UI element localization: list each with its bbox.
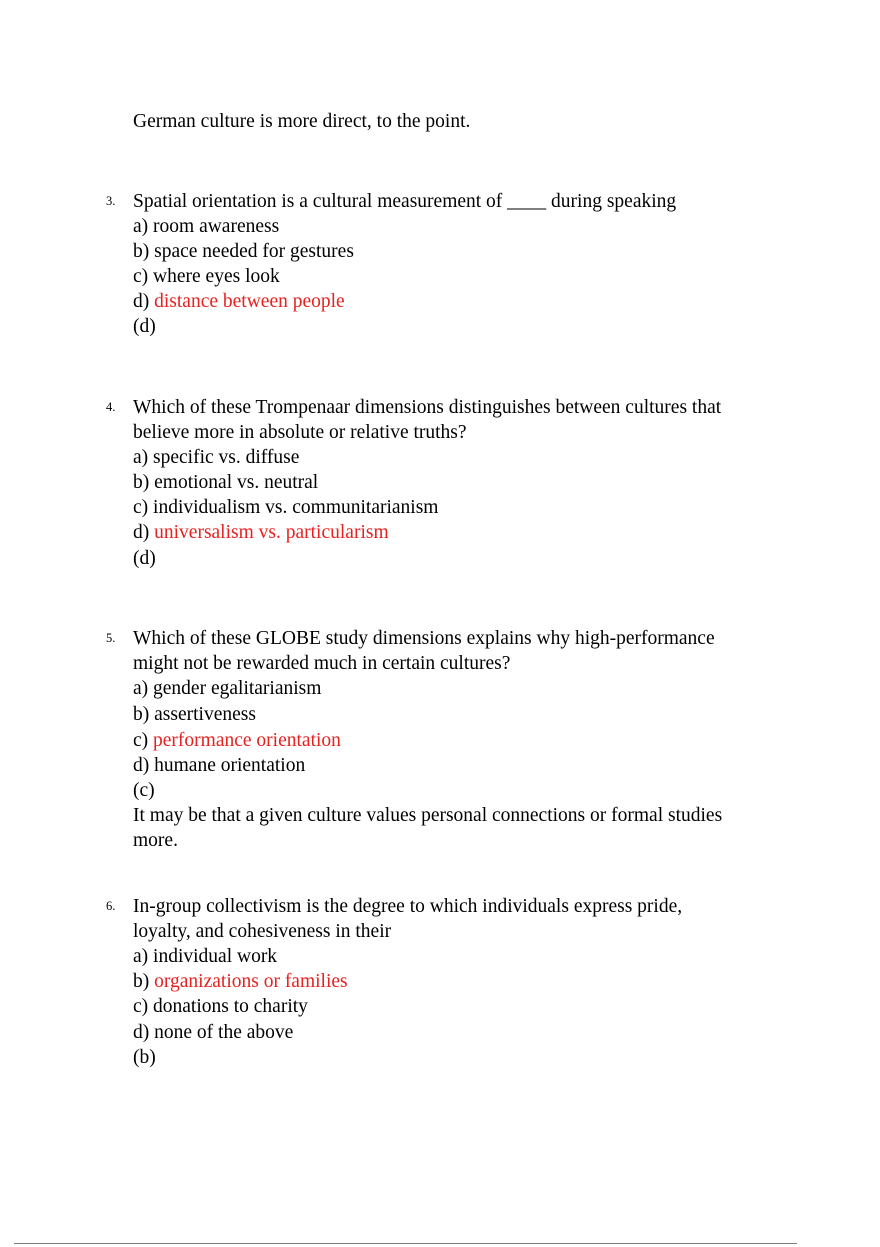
option-c: c) performance orientation: [133, 730, 341, 751]
question-stem: loyalty, and cohesiveness in their: [133, 921, 392, 942]
option-d: d) humane orientation: [133, 755, 306, 776]
option-d: d) distance between people: [133, 291, 345, 312]
option-b: b) space needed for gestures: [133, 241, 354, 262]
correct-answer-text: universalism vs. particularism: [154, 522, 389, 543]
option-b: b) assertiveness: [133, 704, 256, 725]
answer-key: (c): [133, 780, 155, 801]
intro-text: German culture is more direct, to the point.: [133, 111, 471, 132]
question-stem: Which of these GLOBE study dimensions explains why high-performance: [133, 628, 715, 649]
question-stem: Which of these Trompenaar dimensions distinguishes between cultures that: [133, 397, 722, 418]
correct-answer-text: distance between people: [154, 291, 345, 312]
option-c: c) donations to charity: [133, 996, 308, 1017]
option-a: a) gender egalitarianism: [133, 678, 322, 699]
option-b: b) emotional vs. neutral: [133, 472, 319, 493]
question-stem: Spatial orientation is a cultural measurement of ____ during speaking: [133, 191, 677, 212]
option-a: a) individual work: [133, 946, 278, 967]
answer-key: (d): [133, 548, 156, 569]
question-number: 3.: [106, 194, 116, 208]
correct-answer-text: performance orientation: [153, 730, 341, 751]
answer-key: (d): [133, 316, 156, 337]
option-a: a) specific vs. diffuse: [133, 447, 300, 468]
answer-explanation: It may be that a given culture values personal connections or formal studies: [133, 805, 723, 826]
question-number: 5.: [106, 631, 116, 645]
correct-answer-text: organizations or families: [154, 971, 348, 992]
option-a: a) room awareness: [133, 216, 280, 237]
option-c: c) individualism vs. communitarianism: [133, 497, 439, 518]
answer-explanation: more.: [133, 830, 178, 851]
question-number: 4.: [106, 400, 116, 414]
question-stem: In-group collectivism is the degree to which individuals express pride,: [133, 896, 683, 917]
option-b: b) organizations or families: [133, 971, 348, 992]
option-d: d) universalism vs. particularism: [133, 522, 389, 543]
option-c: c) where eyes look: [133, 266, 280, 287]
option-d: d) none of the above: [133, 1022, 294, 1043]
question-number: 6.: [106, 899, 116, 913]
footer-divider: [14, 1243, 797, 1244]
question-stem: believe more in absolute or relative truths?: [133, 422, 467, 443]
answer-key: (b): [133, 1047, 156, 1068]
question-stem: might not be rewarded much in certain cultures?: [133, 653, 511, 674]
